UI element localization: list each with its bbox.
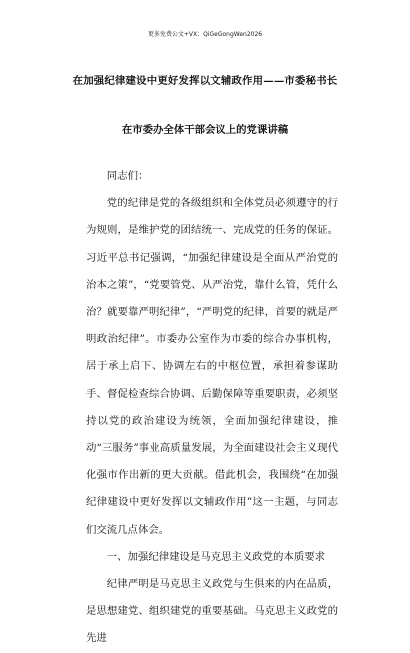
- header-note: 更多免费公文+VX：QiGeGongWen2026: [147, 31, 263, 38]
- document-title: 在加强纪律建设中更好发挥以文辅政作用——市委秘书长: [72, 75, 338, 87]
- paragraph: 纪律严明是马克思主义政党与生俱来的内在品质，是思想建党、组织建党的重要基础。马克思主义政党的先进: [86, 578, 338, 645]
- paragraph: 党的纪律是党的各级组织和全体党员必须遵守的行为规则，是维护党的团结统一、完成党的任务的保证。习近平总书记强调，“加强纪律建设是全面从严治党的治本之策”，“党要管党、从严治党，靠什么管，凭什么治？就要靠严明纪律”，“严明党的纪律，首要的就是严明政治纪律”。市委办公室作为市委的综合办事机构，居于承上启下、协调左右的中枢位置，承担着参谋助手、督促检查综合协调、后勤保障等重要职责，必须坚持以党的政治建设为统领，全面加强纪律建设，推动“三服务”事业高质量发展，为全面建设社会主义现代化强市作出新的更大贡献。借此机会，我围绕“在加强纪律建设中更好发挥以文辅政作用”这一主题，与同志们交流几点体会。: [86, 197, 338, 536]
- document-body: [86, 163, 338, 653]
- salutation: 同志们：: [106, 170, 149, 182]
- section-heading: 一、加强纪律建设是马克思主义政党的本质要求: [106, 550, 325, 563]
- document-subtitle: 在市委办全体干部会议上的党课讲稿: [121, 124, 289, 136]
